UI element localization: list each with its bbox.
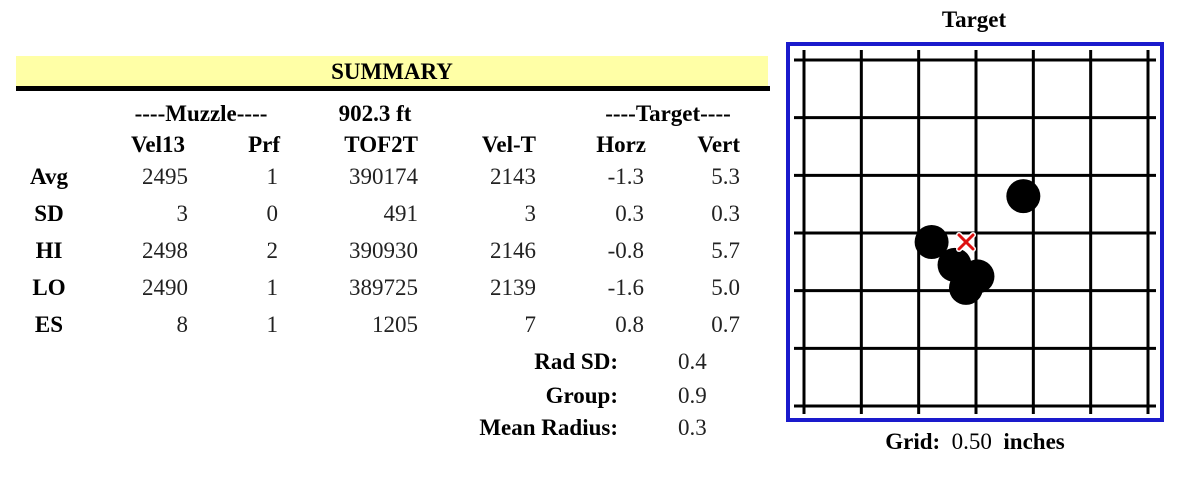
row-label-es: ES (34, 312, 64, 337)
table-cell: 2139 (490, 275, 536, 300)
table-cell: 0.7 (711, 312, 740, 337)
column-header-vel-t: Vel-T (481, 132, 536, 157)
column-header-vert: Vert (697, 132, 740, 157)
table-cell: 2495 (142, 164, 188, 189)
table-cell: -0.8 (607, 238, 644, 263)
grid-label: Grid: (885, 429, 941, 454)
table-cell: -1.3 (607, 164, 644, 189)
stat-value: 0.9 (678, 383, 707, 408)
table-cell: 2498 (142, 238, 188, 263)
table-cell: 1 (266, 275, 278, 300)
table-cell: 0 (266, 201, 278, 226)
table-cell: 0.8 (615, 312, 644, 337)
row-label-lo: LO (32, 275, 66, 300)
table-cell: 491 (383, 201, 418, 226)
shot-hole (949, 271, 983, 305)
column-header-horz: Horz (596, 132, 646, 157)
distance-header: 902.3 ft (338, 101, 412, 126)
summary-divider (16, 86, 770, 91)
table-cell: 2143 (490, 164, 536, 189)
summary-title: SUMMARY (331, 59, 453, 84)
grid-value: 0.50 (951, 429, 992, 454)
table-cell: 1205 (372, 312, 418, 337)
stat-label: Rad SD: (534, 349, 618, 374)
table-cell: 0.3 (615, 201, 644, 226)
column-header-tof2t: TOF2T (344, 132, 418, 157)
grid-caption (786, 428, 1164, 456)
table-cell: 389725 (349, 275, 418, 300)
target-title: Target (941, 7, 1007, 32)
grid-unit: inches (1003, 429, 1065, 454)
table-cell: 1 (266, 164, 278, 189)
column-header-prf: Prf (248, 132, 280, 157)
row-label-avg: Avg (30, 164, 68, 189)
table-cell: 3 (176, 201, 188, 226)
table-cell: 2490 (142, 275, 188, 300)
row-label-sd: SD (34, 201, 64, 226)
target-frame (786, 42, 1164, 422)
row-label-hi: HI (35, 238, 63, 263)
table-cell: -1.6 (607, 275, 644, 300)
shot-hole (1006, 179, 1040, 213)
table-cell: 0.3 (711, 201, 740, 226)
table-cell: 390174 (349, 164, 418, 189)
table-cell: 3 (524, 201, 536, 226)
target-grid-plot (790, 46, 1160, 418)
table-cell: 390930 (349, 238, 418, 263)
stat-value: 0.4 (678, 349, 707, 374)
stat-label: Group: (545, 383, 618, 408)
table-cell: 5.0 (711, 275, 740, 300)
group-center-marker (959, 235, 973, 249)
muzzle-group-header: ----Muzzle---- (134, 101, 268, 126)
table-cell: 7 (524, 312, 536, 337)
table-cell: 1 (266, 312, 278, 337)
table-cell: 2146 (490, 238, 536, 263)
stat-label: Mean Radius: (479, 415, 618, 440)
table-cell: 5.3 (711, 164, 740, 189)
target-group-header: ----Target---- (605, 101, 731, 126)
table-cell: 2 (266, 238, 278, 263)
table-cell: 5.7 (711, 238, 740, 263)
table-cell: 8 (176, 312, 188, 337)
column-header-vel13: Vel13 (130, 132, 186, 157)
stat-value: 0.3 (678, 415, 707, 440)
